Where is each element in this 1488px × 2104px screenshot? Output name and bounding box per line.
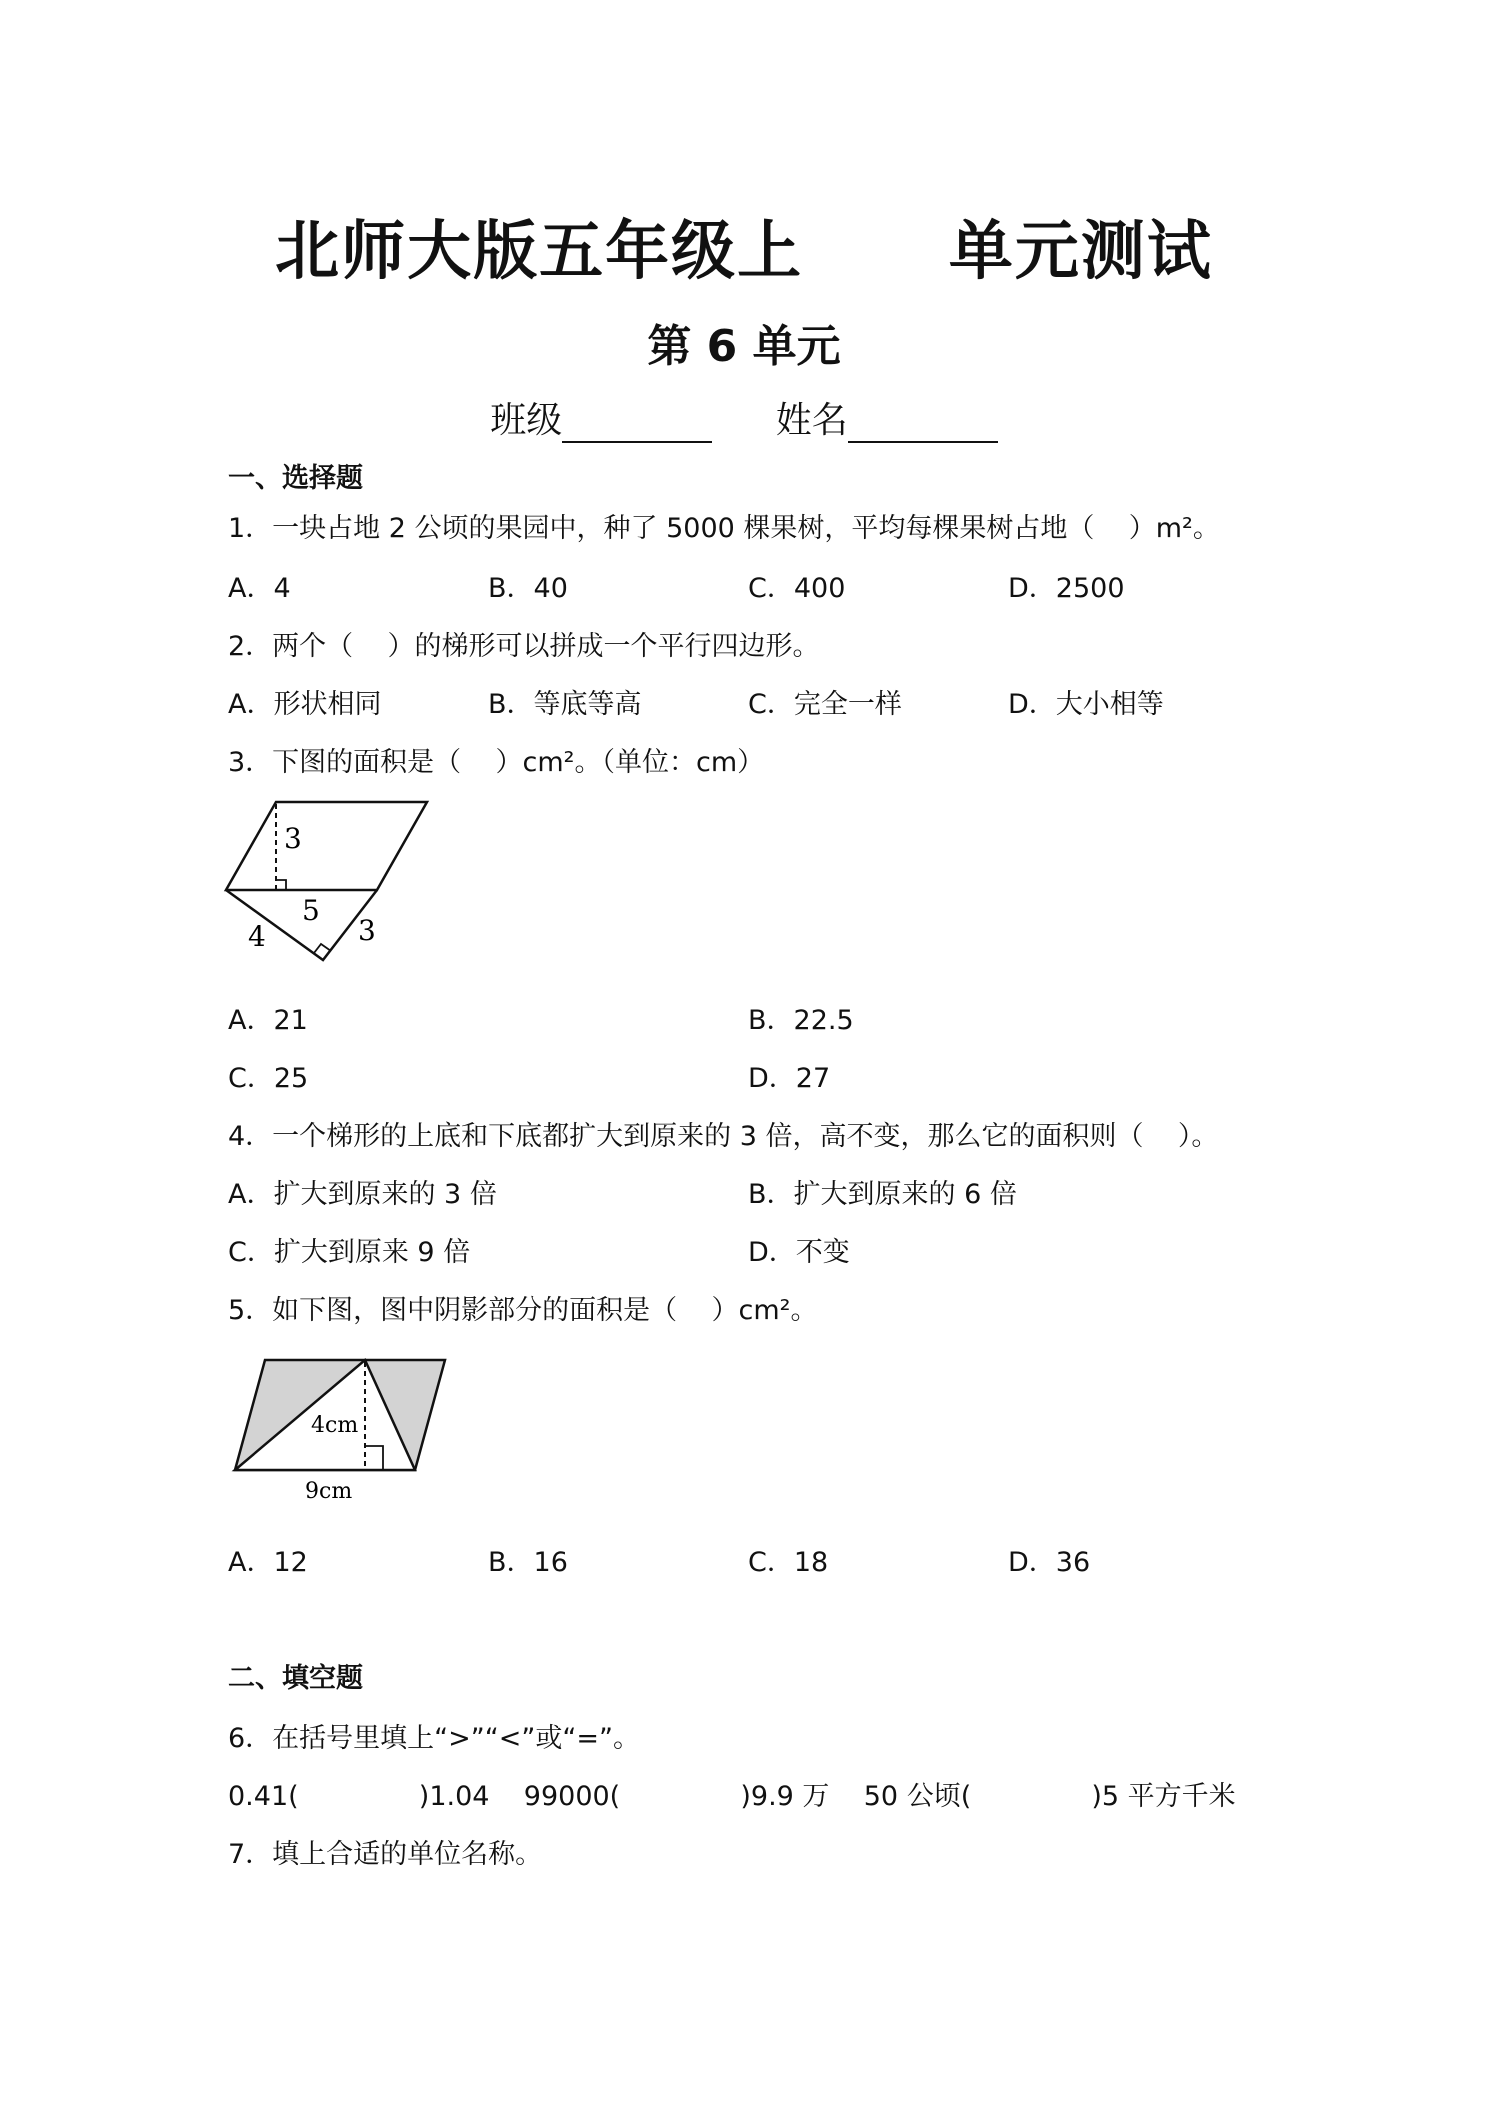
- q4-option-d[interactable]: D．不变: [748, 1237, 850, 1268]
- q3-parallelogram: [226, 802, 427, 890]
- question-2-text: 2．两个（ ）的梯形可以拼成一个平行四边形。: [228, 631, 820, 662]
- q3-label-height: 3: [284, 822, 302, 855]
- q2-option-b[interactable]: B．等底等高: [488, 689, 642, 720]
- q4-option-a[interactable]: A．扩大到原来的 3 倍: [228, 1179, 497, 1210]
- q5-figure: [225, 1350, 455, 1505]
- page-title: 北师大版五年级上 单元测试: [275, 215, 1213, 289]
- question-4-text: 4．一个梯形的上底和下底都扩大到原来的 3 倍，高不变，那么它的面积则（ ）。: [228, 1121, 1219, 1152]
- question-7-text: 7．填上合适的单位名称。: [228, 1839, 543, 1870]
- q5-label-base: 9cm: [305, 1479, 353, 1504]
- q3-option-c[interactable]: C．25: [228, 1063, 309, 1094]
- q1-option-b[interactable]: B．40: [488, 573, 568, 604]
- q4-option-b[interactable]: B．扩大到原来的 6 倍: [748, 1179, 1017, 1210]
- q2-option-a[interactable]: A．形状相同: [228, 689, 382, 720]
- question-6-text: 6．在括号里填上“>”“<”或“=”。: [228, 1723, 640, 1754]
- q1-option-a[interactable]: A．4: [228, 573, 291, 604]
- student-info-line: [0, 392, 1488, 443]
- q1-option-d[interactable]: D．2500: [1008, 573, 1125, 604]
- unit-subtitle: 第 6 单元: [647, 321, 841, 372]
- section-fill-heading: 二、填空题: [228, 1663, 363, 1694]
- question-1-text: 1．一块占地 2 公顷的果园中，种了 5000 棵果树，平均每棵果树占地（ ）m²。: [228, 513, 1220, 544]
- q2-option-d[interactable]: D．大小相等: [1008, 689, 1164, 720]
- question-6-compare-row[interactable]: 0.41( )1.04 99000( )9.9 万 50 公顷( )5 平方千米: [228, 1781, 1236, 1812]
- q5-option-d[interactable]: D．36: [1008, 1547, 1091, 1578]
- q3-figure: [220, 790, 440, 975]
- section-choice-heading: 一、选择题: [228, 463, 363, 494]
- q4-option-c[interactable]: C．扩大到原来 9 倍: [228, 1237, 471, 1268]
- q3-label-base: 5: [302, 894, 320, 927]
- q5-option-b[interactable]: B．16: [488, 1547, 568, 1578]
- q2-option-c[interactable]: C．完全一样: [748, 689, 902, 720]
- q5-option-c[interactable]: C．18: [748, 1547, 829, 1578]
- class-field: [490, 392, 712, 443]
- class-label: 班级: [490, 400, 563, 441]
- class-blank[interactable]: [562, 405, 712, 443]
- name-label: 姓名: [775, 400, 848, 441]
- q3-label-leg-left: 4: [248, 920, 266, 953]
- q5-label-height: 4cm: [311, 1413, 359, 1438]
- q3-option-b[interactable]: B．22.5: [748, 1005, 854, 1036]
- q3-right-angle-mark: [276, 880, 286, 890]
- q5-option-a[interactable]: A．12: [228, 1547, 308, 1578]
- name-blank[interactable]: [848, 405, 998, 443]
- question-5-text: 5．如下图，图中阴影部分的面积是（ ）cm²。: [228, 1295, 818, 1326]
- q3-option-d[interactable]: D．27: [748, 1063, 831, 1094]
- name-field: [776, 392, 998, 443]
- q3-label-leg-right: 3: [358, 914, 376, 947]
- q3-option-a[interactable]: A．21: [228, 1005, 308, 1036]
- q1-option-c[interactable]: C．400: [748, 573, 846, 604]
- question-3-text: 3．下图的面积是（ ）cm²。（单位：cm）: [228, 747, 765, 778]
